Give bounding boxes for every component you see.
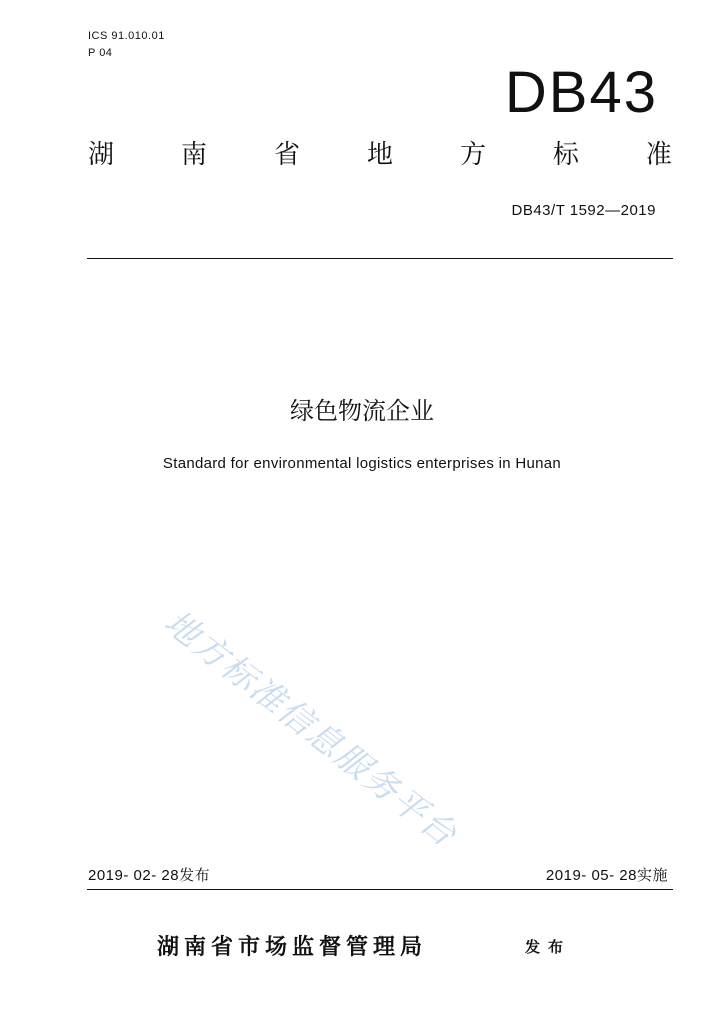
standard-code: DB43 <box>504 60 658 125</box>
issuing-authority: 湖南省市场监督管理局 <box>157 935 428 960</box>
issue-date: 2019- 02- 28发布 <box>88 867 211 884</box>
standard-type-char: 湖 <box>88 140 115 170</box>
ics-code: ICS 91.010.01 <box>88 30 165 42</box>
classification-block <box>88 28 165 62</box>
title-chinese: 绿色物流企业 <box>290 397 434 425</box>
standard-type <box>88 138 672 172</box>
standard-number: DB43/T 1592—2019 <box>511 202 656 219</box>
standard-type-char: 准 <box>645 140 672 170</box>
ccs-code: P 04 <box>88 47 113 59</box>
standard-type-char: 标 <box>552 140 579 170</box>
watermark: 地方标准信息服务平台 <box>156 602 465 856</box>
standard-type-char: 方 <box>459 140 486 170</box>
issued-label: 发布 <box>525 938 572 956</box>
title-english: Standard for environmental logistics enterprises in Hunan <box>162 455 562 472</box>
standard-type-char: 省 <box>273 140 300 170</box>
bottom-divider <box>87 889 673 890</box>
implementation-date: 2019- 05- 28实施 <box>545 867 668 884</box>
standard-type-char: 南 <box>180 140 207 170</box>
top-divider <box>87 258 673 259</box>
standard-type-char: 地 <box>366 140 393 170</box>
